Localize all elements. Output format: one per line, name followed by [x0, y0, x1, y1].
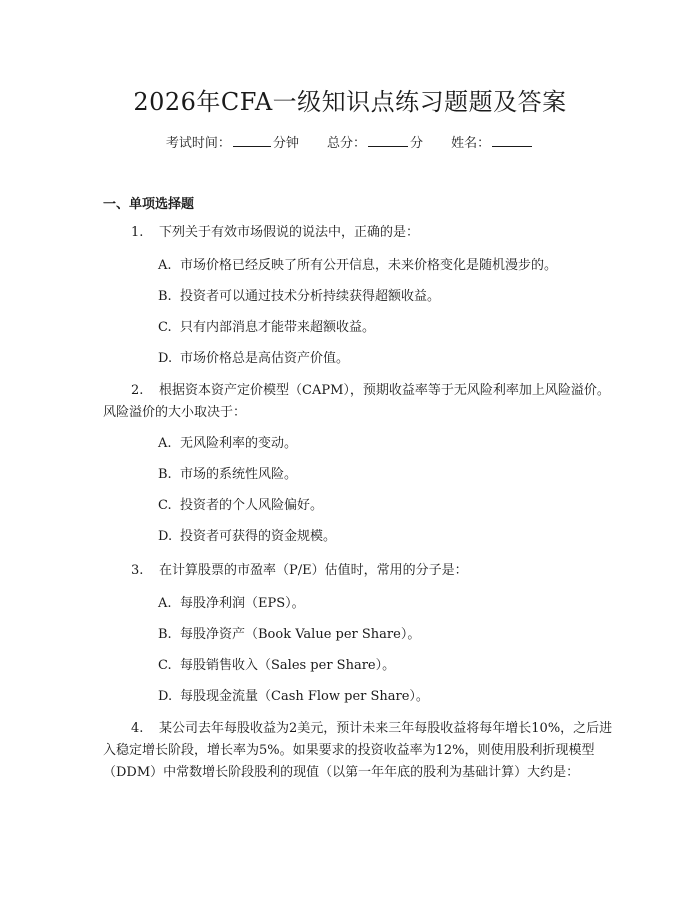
- option-text: 市场价格总是高估资产价值。: [180, 351, 350, 366]
- option-text: 每股净利润（EPS）。: [180, 596, 305, 611]
- question-1: [103, 222, 613, 244]
- question-3-option-b: [158, 626, 628, 644]
- time-blank: [233, 134, 271, 147]
- document-title: 2026年CFA一级知识点练习题题及答案: [133, 88, 567, 116]
- question-1-option-c: [158, 319, 628, 337]
- question-1-option-a: [158, 257, 628, 275]
- option-text: 每股净资产（Book Value per Share）。: [180, 627, 421, 642]
- question-2-option-b: [158, 466, 628, 484]
- option-text: 投资者的个人风险偏好。: [180, 498, 324, 513]
- question-3: [103, 560, 613, 582]
- option-text: 投资者可获得的资金规模。: [180, 529, 337, 544]
- option-letter: B.: [158, 289, 172, 304]
- question-number: 2.: [131, 383, 144, 398]
- option-letter: A.: [158, 258, 172, 273]
- option-letter: A.: [158, 436, 172, 451]
- score-unit: 分: [410, 136, 424, 151]
- option-text: 每股销售收入（Sales per Share）。: [180, 658, 396, 673]
- option-letter: A.: [158, 596, 172, 611]
- question-text: 根据资本资产定价模型（CAPM），预期收益率等于无风险利率加上风险溢价。风险溢价的大小取决于：: [103, 383, 610, 420]
- exam-name: [451, 132, 534, 151]
- question-text: 在计算股票的市盈率（P/E）估值时，常用的分子是：: [159, 563, 468, 578]
- option-letter: C.: [158, 320, 172, 335]
- option-letter: D.: [158, 529, 173, 544]
- name-blank: [492, 134, 532, 147]
- option-letter: B.: [158, 627, 172, 642]
- score-label: 总分：: [326, 136, 366, 151]
- question-3-option-d: [158, 688, 628, 706]
- option-letter: D.: [158, 689, 173, 704]
- question-2-option-a: [158, 435, 628, 453]
- exam-score: [327, 132, 423, 151]
- option-letter: C.: [158, 498, 172, 513]
- option-text: 只有内部消息才能带来超额收益。: [180, 320, 376, 335]
- question-number: 3.: [131, 563, 144, 578]
- option-text: 市场的系统性风险。: [180, 467, 298, 482]
- option-letter: C.: [158, 658, 172, 673]
- exam-meta: [0, 132, 700, 151]
- question-3-option-c: [158, 657, 628, 675]
- question-number: 4.: [131, 721, 144, 736]
- option-text: 市场价格已经反映了所有公开信息，未来价格变化是随机漫步的。: [180, 258, 558, 273]
- question-1-option-b: [158, 288, 628, 306]
- option-letter: B.: [158, 467, 172, 482]
- time-label: 考试时间：: [165, 136, 231, 151]
- question-text: 下列关于有效市场假说的说法中，正确的是：: [159, 225, 420, 240]
- option-text: 无风险利率的变动。: [180, 436, 298, 451]
- name-label: 姓名：: [451, 136, 491, 151]
- question-2-option-d: [158, 528, 628, 546]
- option-text: 投资者可以通过技术分析持续获得超额收益。: [180, 289, 441, 304]
- question-number: 1.: [131, 225, 144, 240]
- question-2: [103, 380, 613, 424]
- question-3-option-a: [158, 595, 628, 613]
- section-title: 一、单项选择题: [103, 197, 195, 212]
- question-1-option-d: [158, 350, 628, 368]
- question-4: [103, 718, 613, 784]
- time-unit: 分钟: [272, 136, 299, 151]
- option-text: 每股现金流量（Cash Flow per Share）。: [180, 689, 429, 704]
- question-2-option-c: [158, 497, 628, 515]
- option-letter: D.: [158, 351, 173, 366]
- score-blank: [368, 134, 408, 147]
- question-text: 某公司去年每股收益为2美元，预计未来三年每股收益将每年增长10%，之后进入稳定增长阶段，增长率为5%。如果要求的投资收益率为12%，则使用股利折现模型（DDM）中常数增长阶段股利的现值（以第一年年底的股利为基础计算）大约是：: [103, 721, 613, 780]
- exam-time: [166, 132, 299, 151]
